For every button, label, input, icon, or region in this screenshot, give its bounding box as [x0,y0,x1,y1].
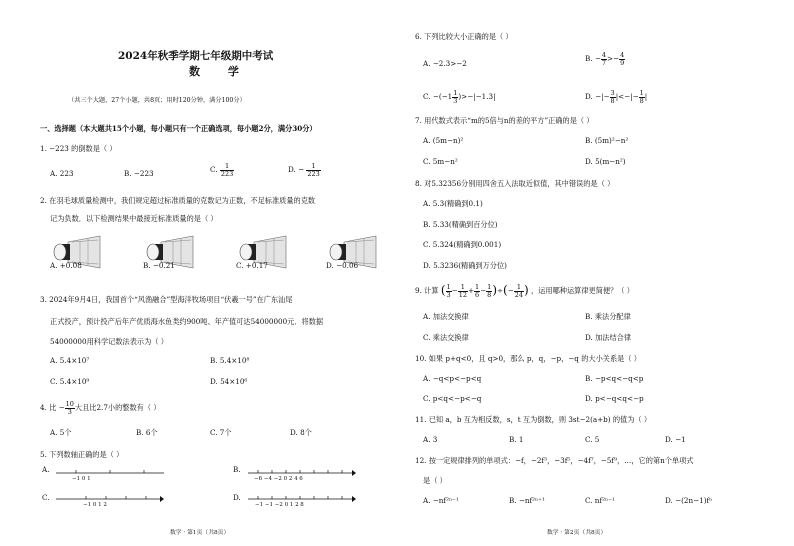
q5-a-ticks: −1 0 1 [72,476,91,482]
q5-option-d: D. [233,493,241,502]
q8-option-d: D. 5.3236(精确到万分位) [423,261,507,270]
q3-line2: 正式投产，预计投产后年产优质海水鱼类约900吨、年产值可达54000000元．将数据 [50,317,324,326]
q2-option-d: D. −0.06 [326,261,359,270]
q3-option-b: B. 5.4×10⁸ [210,356,250,365]
q7-stem: 7. 用代数式表示“m的5倍与n的差的平方”正确的是（ ） [415,116,594,125]
q11-option-c: C. 5 [585,435,600,444]
q6-option-c: C. −(−1 $\frac{1}{3}$ )>−|−1.3| [423,89,496,105]
q10-option-d: D. p<−q<q<−p [585,394,644,403]
q1-option-c: C. $\frac{1}{223}$ [210,162,234,178]
q11-stem: 11. 已知 a，b 互为相反数，s，t 互为倒数，则 3st−2(a+b) 的值为（ ） [415,415,652,424]
number-line-a [54,468,166,482]
q5-stem: 5. 下列数轴正确的是（ ） [40,450,124,459]
q4-option-c: C. 7个 [210,428,232,437]
q8-option-c: C. 5.324(精确到0.001) [423,240,502,249]
q4-option-b: B. 6个 [136,428,158,437]
q1-option-d: D. − $\frac{1}{223}$ [288,162,320,178]
q10-option-c: C. p<q<−p<−q [423,394,482,403]
q12-line2: 是（ ） [423,476,447,485]
q4-stem: 4. 比 − $\frac{10}{3}$ 大且比2.7小的整数有（ ） [40,400,161,416]
q12-option-b: B. −nf²ⁿ⁺¹ [509,496,545,505]
q8-option-b: B. 5.33(精确到百分位) [423,220,498,229]
q5-option-a: A. [42,465,50,474]
q7-option-c: C. 5m−n² [423,157,458,166]
q1-option-a: A. 223 [50,169,74,178]
q6-option-a: A. −2.3>−2 [423,59,467,68]
q2-option-b: B. −0.21 [143,261,175,270]
q3-option-a: A. 5.4×10⁷ [50,356,90,365]
q3-option-d: D. 54×10⁶ [210,377,248,386]
q2-line1: 2. 在羽毛球质量检测中，我们规定超过标准质量的克数记为正数，不足标准质量的克数 [40,196,316,205]
section-heading: 一、选择题（本大题共15个小题，每小题只有一个正确选项，每小题2分，满分30分） [40,124,317,133]
q9-option-c: C. 乘法交换律 [423,333,469,342]
q3-line3: 54000000用科学记数法表示为（ ） [50,337,168,346]
number-line-c [54,494,166,508]
q3-option-c: C. 5.4×10⁹ [50,377,90,386]
page-2 [397,0,794,546]
q5-b-ticks: −6 −4 −2 0 2 4 6 [254,476,303,482]
q2-option-c: C. +0.17 [236,261,268,270]
q6-stem: 6. 下列比较大小正确的是（ ） [415,32,513,41]
q6-option-b: B. − $\frac{4}{7}$ >− $\frac{4}{9}$ [585,51,625,67]
q1-stem: 1. −223 的倒数是（ ） [40,144,117,153]
q11-option-d: D. −1 [665,435,686,444]
q9-option-b: B. 乘法分配律 [585,312,631,321]
q12-option-d: D. −(2n−1)fⁿ [665,496,713,505]
q7-option-b: B. (5m)²−n² [585,136,629,145]
q6-option-d: D. −|− $\frac{3}{8}$ |<−|− $\frac{1}{8}$ | [585,89,648,105]
q9-option-a: A. 加法交换律 [423,312,469,321]
q10-option-b: B. −p<q<−q<p [585,374,644,383]
page-footer: 数学 · 第2页（共8页） [547,530,607,536]
exam-subject: 数 学 [189,65,251,78]
q10-option-a: A. −q<p<−p<q [423,374,482,383]
q5-option-c: C. [42,493,50,502]
q11-option-b: B. 1 [509,435,524,444]
q5-d-ticks: −1 −1 −2 0 1 2 8 [255,502,304,508]
q9-option-d: D. 加法结合律 [585,333,632,342]
q2-option-a: A. +0.08 [50,261,82,270]
q9-stem: 9. 计算 ( $\frac{1}{3}$ − $\frac{1}{12}$ + $\frac{1}{6}$ − $\frac{1}{8}$ )÷(− $\frac{1}{24}$ ) ，运用哪种运算律更简便？（ ） [415,283,634,299]
q10-stem: 10. 如果 p+q<0，且 q>0，那么 p，q，−p，−q 的大小关系是（ ） [415,354,641,363]
q4-option-d: D. 8个 [290,428,312,437]
exam-title: 2024年秋季学期七年级期中考试 [118,50,274,62]
q12-option-c: C. nf²ⁿ⁻¹ [585,496,615,505]
q11-option-a: A. 3 [423,435,438,444]
q8-option-a: A. 5.3(精确到0.1) [423,199,483,208]
q7-option-d: D. 5(m−n²) [585,157,626,166]
q1-option-b: B. −223 [124,169,154,178]
q5-c-ticks: −1 0 1 2 [83,502,107,508]
q8-stem: 8. 对5.32356分别用四舍五入法取近似值，其中错误的是（ ） [415,179,615,188]
q12-option-a: A. −nf²ⁿ⁻¹ [423,496,459,505]
page-footer: 数学 · 第1页（共8页） [170,530,230,536]
q3-line1: 3. 2024年9月4日，我国首个“风渔融合”型海洋牧场项目“伏羲一号”在广东汕尾 [40,295,293,304]
q4-option-a: A. 5个 [50,428,72,437]
q12-line1: 12. 按一定规律排列的单项式：−f，−2f³，−3f⁵，−4f⁷，−5f⁹，…，它的第n个单项式 [415,456,694,465]
q7-option-a: A. (5m−n)² [423,136,464,145]
exam-note: （共三个大题，27个小题，共8页；用时120分钟，满分100分） [68,97,246,104]
q2-line2: 记为负数．以下检测结果中最接近标准质量的是（ ） [50,214,218,223]
q5-option-b: B. [233,465,241,474]
